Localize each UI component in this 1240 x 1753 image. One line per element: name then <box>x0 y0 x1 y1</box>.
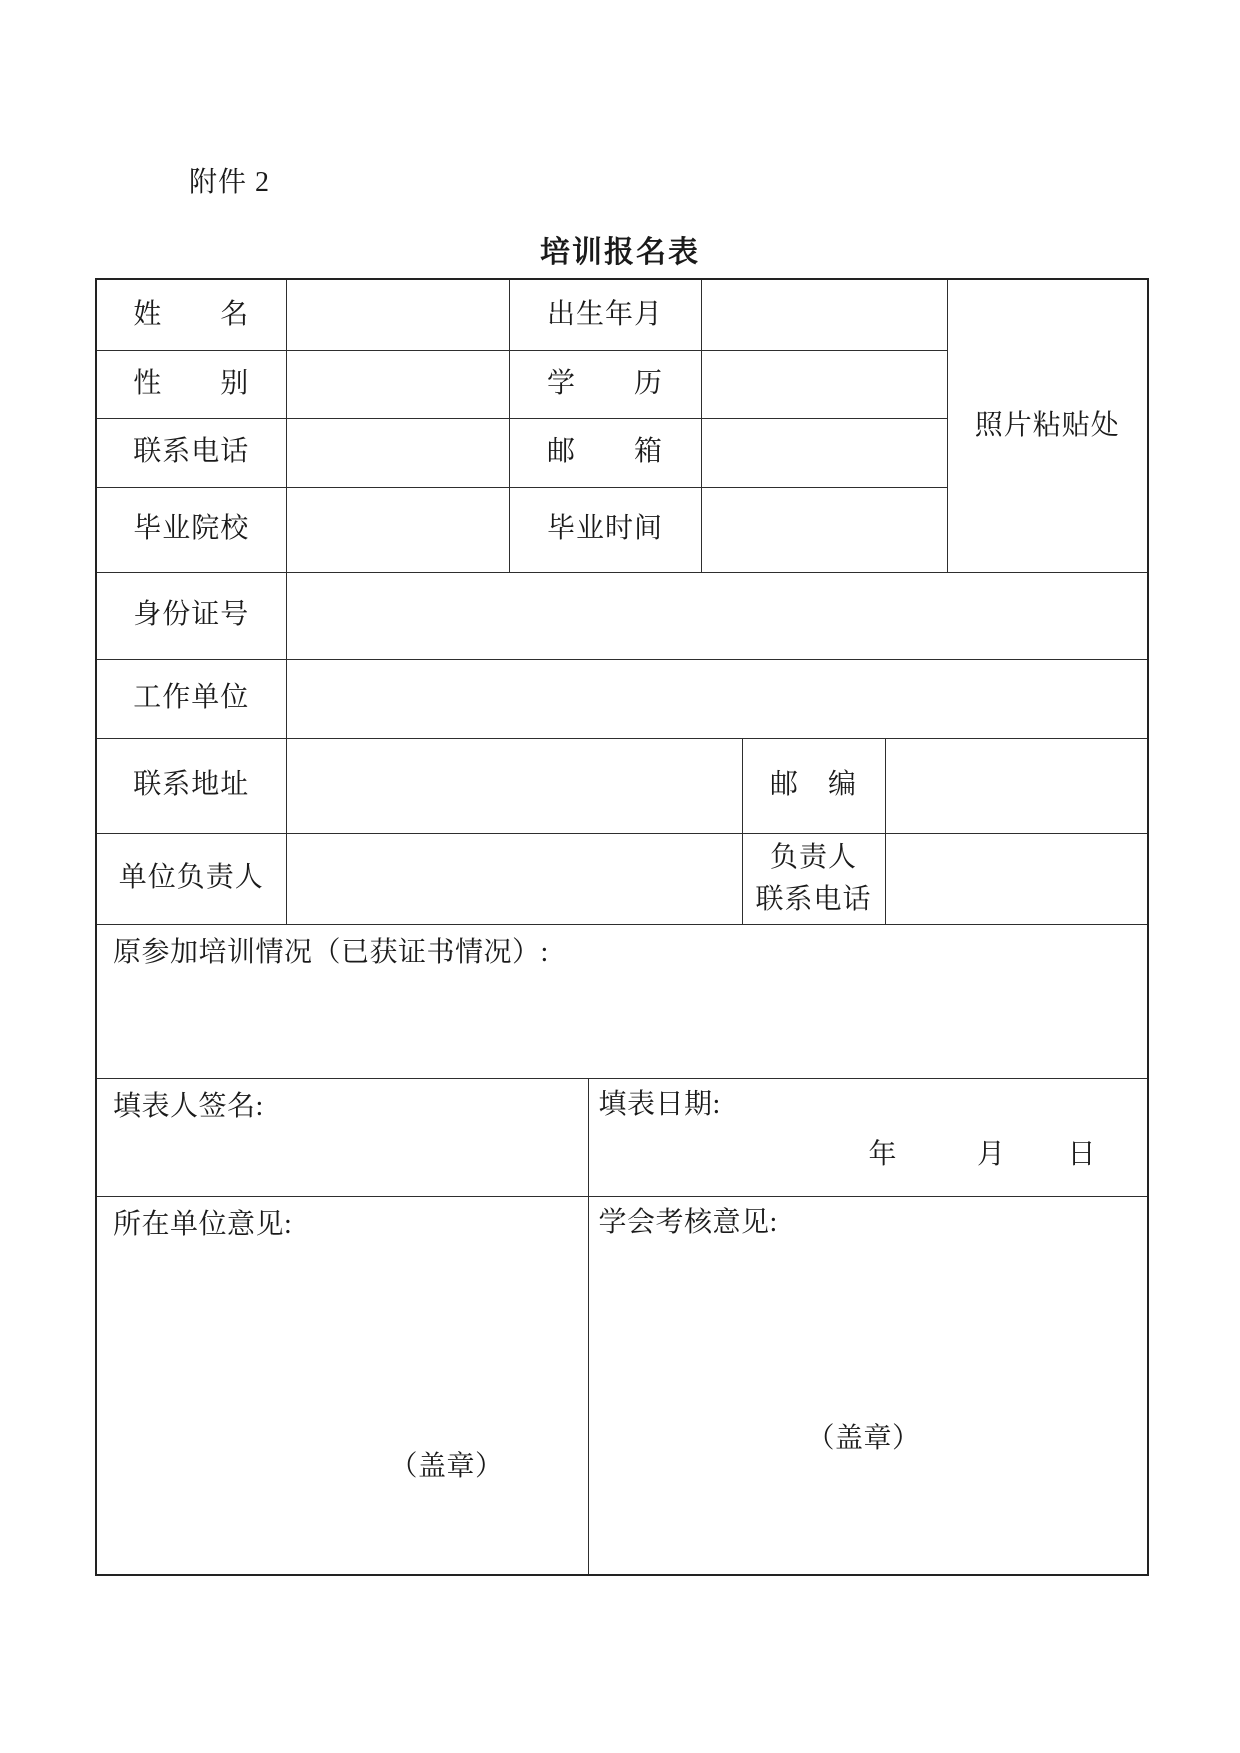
name-label: 姓 名 <box>96 279 286 350</box>
email-value-cell <box>701 418 947 487</box>
form-title: 培训报名表 <box>540 236 700 269</box>
head-phone-label-line1: 负责人 <box>770 841 858 873</box>
employer-label: 工作单位 <box>96 659 286 738</box>
signature-label: 填表人签名: <box>113 1090 264 1122</box>
review-opinion-cell <box>588 1196 1148 1575</box>
head-phone-value-cell <box>885 833 1148 924</box>
year-label: 年 <box>868 1138 898 1170</box>
grad-time-label: 毕业时间 <box>509 487 701 572</box>
row-id-number <box>96 572 1148 659</box>
postcode-label: 邮 编 <box>742 738 885 833</box>
unit-opinion-label: 所在单位意见: <box>113 1208 293 1240</box>
row-address-postcode <box>96 738 1148 833</box>
unit-head-value-cell <box>286 833 742 924</box>
head-phone-label-line2: 联系电话 <box>755 883 872 915</box>
row-name-birth <box>96 279 1148 350</box>
phone-value-cell <box>286 418 509 487</box>
id-number-label: 身份证号 <box>96 572 286 659</box>
employer-value-cell <box>286 659 1148 738</box>
school-label: 毕业院校 <box>96 487 286 572</box>
date-line <box>599 1137 1142 1173</box>
month-label: 月 <box>977 1138 1006 1170</box>
birth-date-value-cell <box>701 279 947 350</box>
training-history-cell <box>96 924 1148 1078</box>
address-label: 联系地址 <box>96 738 286 833</box>
row-training-history <box>96 924 1148 1078</box>
gender-label: 性 别 <box>96 350 286 418</box>
fill-date-cell <box>588 1078 1148 1196</box>
name-value-cell <box>286 279 509 350</box>
email-label: 邮 箱 <box>509 418 701 487</box>
id-number-value-cell <box>286 572 1148 659</box>
training-history-label: 原参加培训情况（已获证书情况）: <box>113 936 549 968</box>
grad-time-value-cell <box>701 487 947 572</box>
education-label: 学 历 <box>509 350 701 418</box>
row-opinions <box>96 1196 1148 1575</box>
row-signature-date <box>96 1078 1148 1196</box>
head-phone-label <box>742 833 885 924</box>
birth-date-label: 出生年月 <box>509 279 701 350</box>
postcode-value-cell <box>885 738 1148 833</box>
registration-form-table <box>95 278 1149 1576</box>
signature-cell <box>96 1078 588 1196</box>
education-value-cell <box>701 350 947 418</box>
unit-opinion-cell <box>96 1196 588 1575</box>
photo-paste-area: 照片粘贴处 <box>947 279 1148 572</box>
review-stamp-label: （盖章） <box>806 1422 921 1454</box>
school-value-cell <box>286 487 509 572</box>
row-employer <box>96 659 1148 738</box>
address-value-cell <box>286 738 742 833</box>
phone-label: 联系电话 <box>96 418 286 487</box>
unit-head-label: 单位负责人 <box>96 833 286 924</box>
review-opinion-label: 学会考核意见: <box>598 1206 778 1238</box>
day-label: 日 <box>1067 1138 1097 1170</box>
gender-value-cell <box>286 350 509 418</box>
fill-date-label: 填表日期: <box>598 1088 721 1120</box>
attachment-label: 附件 2 <box>189 167 271 198</box>
row-unit-head <box>96 833 1148 924</box>
unit-stamp-label: （盖章） <box>389 1450 504 1482</box>
